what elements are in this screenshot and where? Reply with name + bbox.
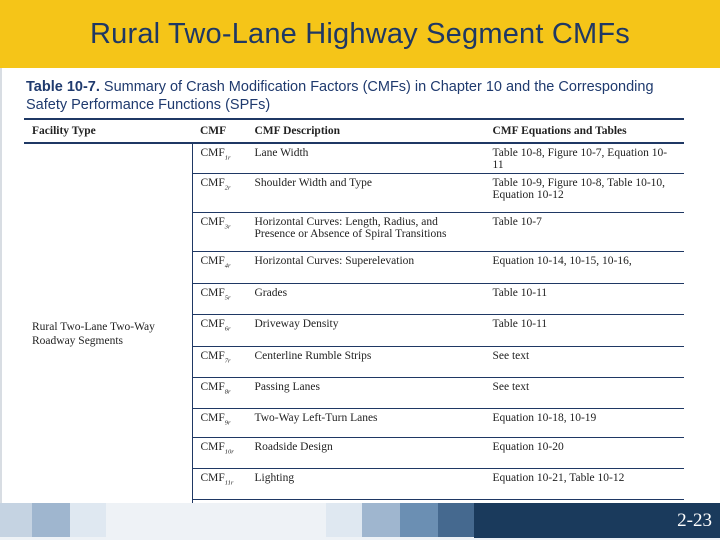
- footer-block: [438, 503, 474, 537]
- cmf-cell: $CMF_{3r}$: [192, 213, 247, 252]
- cmf-cell: $CMF_{6r}$: [192, 315, 247, 347]
- cmf-cell: $CMF_{2r}$: [192, 174, 247, 213]
- cmf-cell: $CMF_{11r}$: [192, 469, 247, 500]
- cmf-description-cell: Lane Width: [247, 143, 485, 174]
- table-caption: [26, 78, 676, 114]
- table-header-row: [24, 119, 684, 143]
- header-facility-type: Facility Type: [24, 119, 192, 143]
- cmf-cell: $CMF_{4r}$: [192, 252, 247, 284]
- cmf-equations-cell: Equation 10-18, 10-19: [485, 409, 685, 438]
- cmf-description-cell: Grades: [247, 284, 485, 315]
- cmf-equations-cell: Equation 10-21, Table 10-12: [485, 469, 685, 500]
- page-number: 2-23: [474, 503, 720, 538]
- facility-type-text: Rural Two-Lane Two-Way Roadway Segments: [32, 320, 155, 347]
- table-figure: [24, 78, 684, 500]
- cmf-description-cell: Horizontal Curves: Length, Radius, and Presence or Absence of Spiral Transitions: [247, 213, 485, 252]
- cmf-description-cell: Shoulder Width and Type: [247, 174, 485, 213]
- cmf-equations-cell: Table 10-11: [485, 284, 685, 315]
- cmf-description-cell: Passing Lanes: [247, 378, 485, 409]
- footer-block: [326, 503, 362, 537]
- cmf-equations-cell: See text: [485, 347, 685, 378]
- cmf-description-cell: Lighting: [247, 469, 485, 500]
- cmf-equations-cell: Equation 10-14, 10-15, 10-16,: [485, 252, 685, 284]
- header-cmf-equations: CMF Equations and Tables: [485, 119, 685, 143]
- left-border: [0, 68, 2, 503]
- footer-block: [0, 503, 32, 537]
- caption-label: Table 10-7.: [26, 79, 100, 95]
- cmf-cell: $CMF_{10r}$: [192, 438, 247, 469]
- footer-block: [362, 503, 400, 537]
- cmf-cell: $CMF_{9r}$: [192, 409, 247, 438]
- header-cmf: CMF: [192, 119, 247, 143]
- header-cmf-description: CMF Description: [247, 119, 485, 143]
- cmf-cell: $CMF_{5r}$: [192, 284, 247, 315]
- slide-title: Rural Two-Lane Highway Segment CMFs: [90, 17, 630, 50]
- footer-block: [400, 503, 438, 537]
- cmf-equations-cell: Table 10-7: [485, 213, 685, 252]
- cmf-equations-cell: See text: [485, 378, 685, 409]
- cmf-description-cell: Roadside Design: [247, 438, 485, 469]
- facility-type-cell: [24, 143, 192, 523]
- cmf-equations-cell: Table 10-11: [485, 315, 685, 347]
- footer-block: [32, 503, 70, 537]
- cmf-table: [24, 118, 684, 523]
- cmf-equations-cell: Table 10-9, Figure 10-8, Table 10-10, Equation 10-12: [485, 174, 685, 213]
- cmf-equations-cell: Table 10-8, Figure 10-7, Equation 10-11: [485, 143, 685, 174]
- cmf-description-cell: Driveway Density: [247, 315, 485, 347]
- title-bar: [0, 0, 720, 68]
- cmf-cell: $CMF_{7r}$: [192, 347, 247, 378]
- footer-block: [70, 503, 106, 537]
- cmf-description-cell: Horizontal Curves: Superelevation: [247, 252, 485, 284]
- table-row: [24, 143, 684, 174]
- cmf-description-cell: Two-Way Left-Turn Lanes: [247, 409, 485, 438]
- cmf-cell: $CMF_{1r}$: [192, 143, 247, 174]
- caption-text: Summary of Crash Modification Factors (CMFs) in Chapter 10 and the Corresponding Safety Performance Functions (SPFs): [26, 79, 654, 113]
- cmf-equations-cell: Equation 10-20: [485, 438, 685, 469]
- cmf-description-cell: Centerline Rumble Strips: [247, 347, 485, 378]
- cmf-cell: $CMF_{8r}$: [192, 378, 247, 409]
